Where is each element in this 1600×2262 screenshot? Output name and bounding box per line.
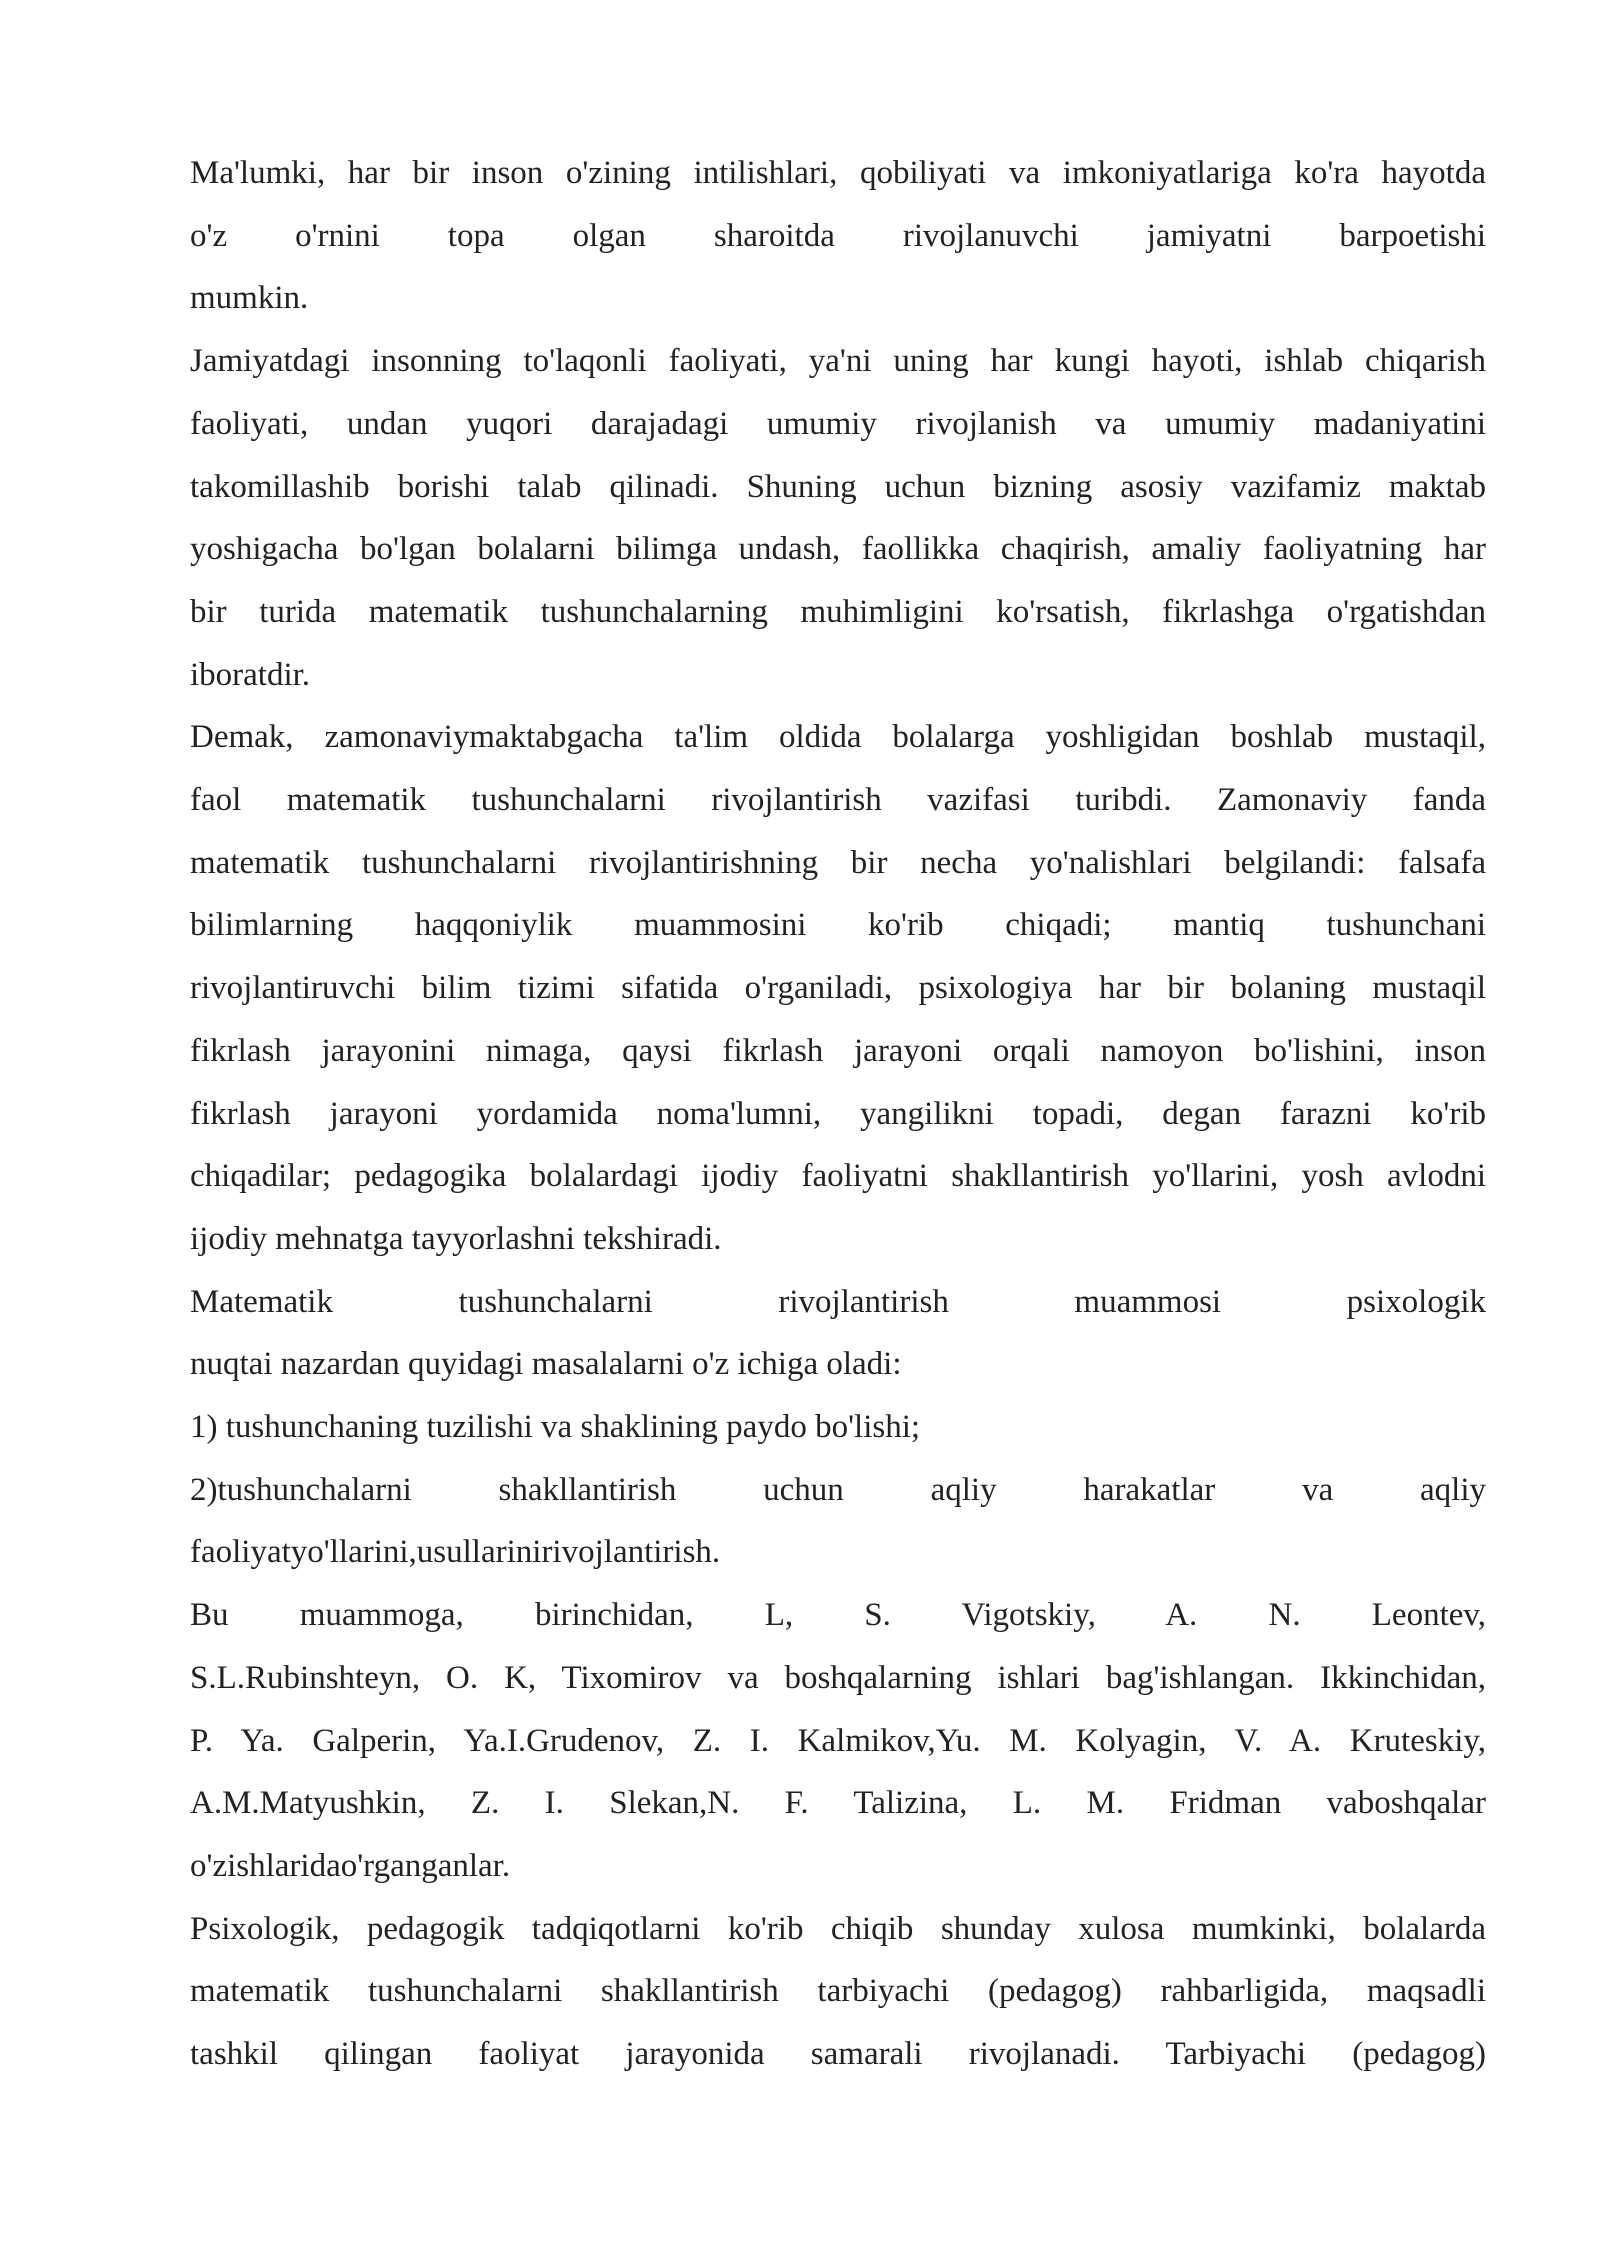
text-line: Matematik tushunchalarni rivojlantirish muammosi psixologik (190, 1283, 1486, 1320)
text-line: faoliyatyo'llarini,usullarinirivojlantirish. (190, 1534, 721, 1571)
paragraph-6 (190, 1898, 1486, 2086)
text-line: chiqadilar; pedagogika bolalardagi ijodiy faoliyatni shakllantirish yo'llarini, yosh avlodni (190, 1158, 1486, 1195)
text-line: 1) tushunchaning tuzilishi va shaklining paydo bo'lishi; (190, 1409, 921, 1446)
text-line: fikrlash jarayonini nimaga, qaysi fikrlash jarayoni orqali namoyon bo'lishini, inson (190, 1032, 1486, 1069)
text-line: Bu muammoga, birinchidan, L, S. Vigotskiy, A. N. Leontev, (190, 1597, 1486, 1634)
list-item-1 (190, 1396, 1486, 1459)
document-body (190, 142, 1486, 2086)
text-line: faoliyati, undan yuqori darajadagi umumiy rivojlanish va umumiy madaniyatini (190, 405, 1486, 442)
text-line: P. Ya. Galperin, Ya.I.Grudenov, Z. I. Kalmikov,Yu. M. Kolyagin, V. A. Kruteskiy, (190, 1722, 1486, 1759)
paragraph-1 (190, 142, 1486, 330)
text-line: o'zishlaridao'rganganlar. (190, 1847, 511, 1884)
text-line: mumkin. (190, 280, 309, 317)
text-line: faol matematik tushunchalarni rivojlantirish vazifasi turibdi. Zamonaviy fanda (190, 782, 1486, 819)
text-line: takomillashib borishi talab qilinadi. Shuning uchun bizning asosiy vazifamiz maktab (190, 468, 1486, 505)
text-line: matematik tushunchalarni rivojlantirishning bir necha yo'nalishlari belgilandi: falsafa (190, 844, 1486, 881)
text-line: tashkil qilingan faoliyat jarayonida samarali rivojlanadi. Tarbiyachi (pedagog) (190, 2036, 1486, 2073)
paragraph-3 (190, 706, 1486, 1270)
text-line: matematik tushunchalarni shakllantirish tarbiyachi (pedagog) rahbarligida, maqsadli (190, 1973, 1486, 2010)
text-line: S.L.Rubinshteyn, O. K, Tixomirov va boshqalarning ishlari bag'ishlangan. Ikkinchidan, (190, 1659, 1486, 1696)
text-line: Demak, zamonaviymaktabgacha ta'lim oldida bolalarga yoshligidan boshlab mustaqil, (190, 719, 1486, 756)
text-line: bir turida matematik tushunchalarning muhimligini ko'rsatish, fikrlashga o'rgatishdan (190, 593, 1486, 630)
text-line: ijodiy mehnatga tayyorlashni tekshiradi. (190, 1220, 722, 1257)
text-line: o'z o'rnini topa olgan sharoitda rivojlanuvchi jamiyatni barpoetishi (190, 217, 1486, 254)
text-line: Jamiyatdagi insonning to'laqonli faoliyati, ya'ni uning har kungi hayoti, ishlab chiqarish (190, 343, 1486, 380)
text-line: bilimlarning haqqoniylik muammosini ko'rib chiqadi; mantiq tushunchani (190, 907, 1486, 944)
text-line: yoshigacha bo'lgan bolalarni bilimga undash, faollikka chaqirish, amaliy faoliyatning har (190, 531, 1486, 568)
text-line: Ma'lumki, har bir inson o'zining intilishlari, qobiliyati va imkoniyatlariga ko'ra hayotda (190, 155, 1486, 191)
text-line: 2)tushunchalarni shakllantirish uchun aqliy harakatlar va aqliy (190, 1471, 1486, 1508)
paragraph-2 (190, 330, 1486, 706)
list-item-2 (190, 1459, 1486, 1584)
paragraph-4 (190, 1271, 1486, 1396)
text-line: A.M.Matyushkin, Z. I. Slekan,N. F. Talizina, L. M. Fridman vaboshqalar (190, 1785, 1486, 1822)
text-line: iboratdir. (190, 656, 311, 693)
text-line: rivojlantiruvchi bilim tizimi sifatida o'rganiladi, psixologiya har bir bolaning mustaqil (190, 970, 1486, 1007)
text-line: Psixologik, pedagogik tadqiqotlarni ko'rib chiqib shunday xulosa mumkinki, bolalarda (190, 1910, 1486, 1947)
text-line: nuqtai nazardan quyidagi masalalarni o'z ichiga oladi: (190, 1346, 902, 1383)
text-line: fikrlash jarayoni yordamida noma'lumni, yangilikni topadi, degan farazni ko'rib (190, 1095, 1486, 1132)
paragraph-5 (190, 1584, 1486, 1898)
